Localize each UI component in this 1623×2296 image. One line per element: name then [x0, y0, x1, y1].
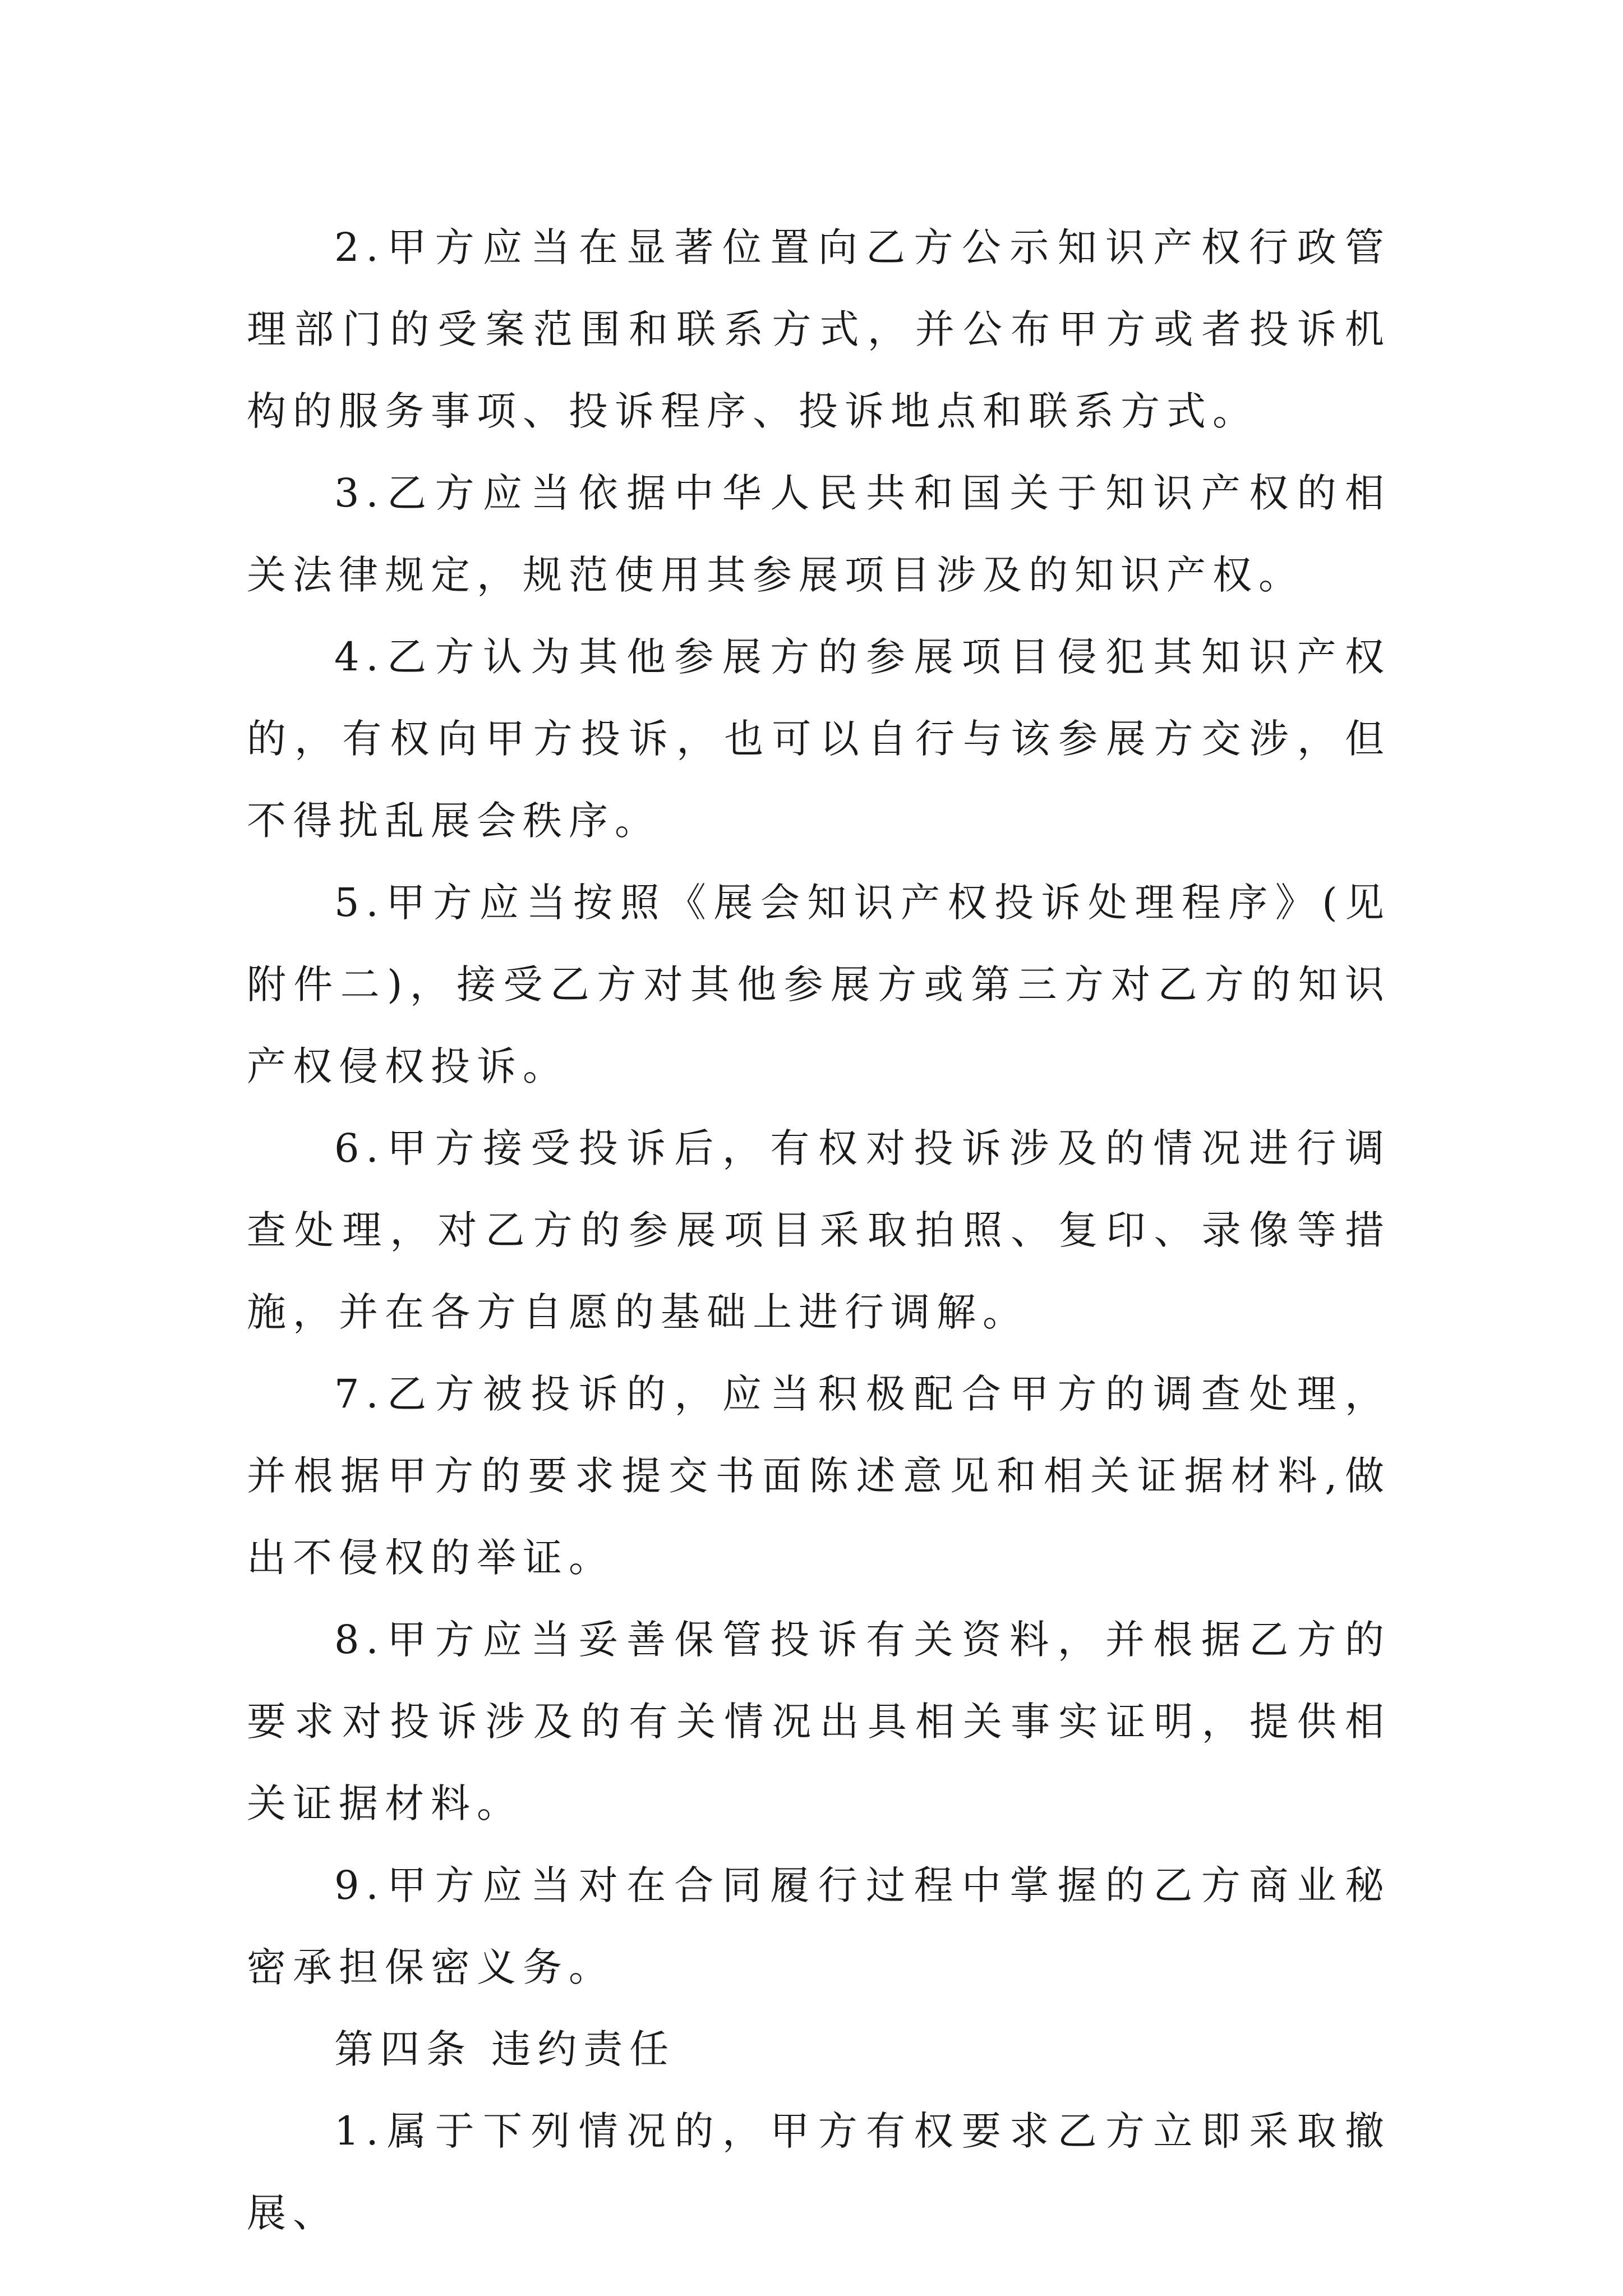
paragraph-clause-3: 3.乙方应当依据中华人民共和国关于知识产权的相关法律规定，规范使用其参展项目涉及的知识产权。: [247, 470, 1391, 598]
paragraph-clause-8: 8.甲方应当妥善保管投诉有关资料，并根据乙方的要求对投诉涉及的有关情况出具相关事实证明，提供相关证据材料。: [247, 1617, 1391, 1826]
paragraph-clause-9: 9.甲方应当对在合同履行过程中掌握的乙方商业秘密承担保密义务。: [247, 1862, 1391, 1990]
document-body: [247, 206, 1391, 2254]
paragraph-clause-5: 5.甲方应当按照《展会知识产权投诉处理程序》(见附件二)，接受乙方对其他参展方或第三方对乙方的知识产权侵权投诉。: [247, 880, 1391, 1089]
section-heading-article-4: 第四条 违约责任: [334, 2026, 676, 2072]
paragraph-clause-7: 7.乙方被投诉的，应当积极配合甲方的调查处理，并根据甲方的要求提交书面陈述意见和相关证据材料,做出不侵权的举证。: [247, 1371, 1391, 1581]
paragraph-clause-2: 2.甲方应当在显著位置向乙方公示知识产权行政管理部门的受案范围和联系方式，并公布甲方或者投诉机构的服务事项、投诉程序、投诉地点和联系方式。: [247, 224, 1391, 434]
paragraph-clause-4: 4.乙方认为其他参展方的参展项目侵犯其知识产权的，有权向甲方投诉，也可以自行与该参展方交涉，但不得扰乱展会秩序。: [247, 634, 1391, 844]
paragraph-clause-6: 6.甲方接受投诉后，有权对投诉涉及的情况进行调查处理，对乙方的参展项目采取拍照、复印、录像等措施，并在各方自愿的基础上进行调解。: [247, 1125, 1391, 1335]
paragraph-liability-1: 1.属于下列情况的，甲方有权要求乙方立即采取撤展、: [247, 2108, 1391, 2236]
